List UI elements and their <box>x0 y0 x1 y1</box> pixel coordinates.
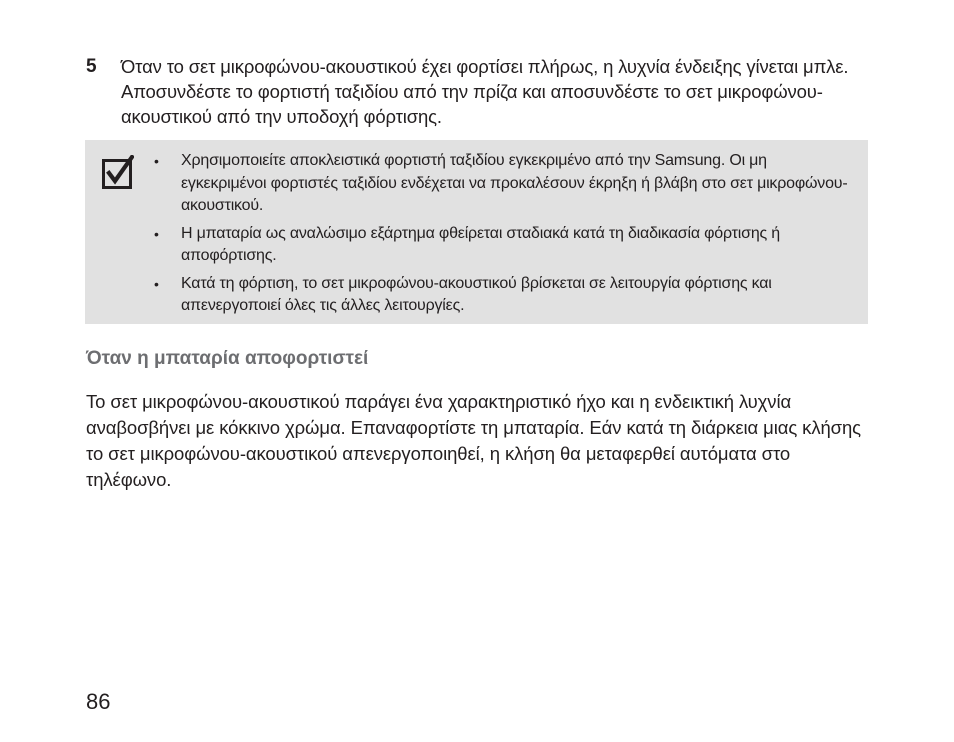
page-number: 86 <box>86 689 111 714</box>
note-list <box>154 150 854 323</box>
step-text: Όταν το σετ μικροφώνου-ακουστικού έχει φορτίσει πλήρως, η λυχνία ένδειξης γίνεται μπλε. Αποσυνδέστε το φορτιστή ταξιδίου από την πρίζα και αποσυνδέστε το σετ μικροφώνου-ακουστικού από την υποδοχή φόρτισης. <box>121 56 849 127</box>
note-item-text: Κατά τη φόρτιση, το σετ μικροφώνου-ακουστικού βρίσκεται σε λειτουργία φόρτισης και απενεργοποιεί όλες τις άλλες λειτουργίες. <box>181 274 772 314</box>
checkbox-check-icon <box>102 155 134 189</box>
section-heading: Όταν η μπαταρία αποφορτιστεί <box>86 348 369 369</box>
note-item-text: Χρησιμοποιείτε αποκλειστικά φορτιστή ταξιδίου εγκεκριμένο από την Samsung. Οι μη εγκεκριμένοι φορτιστές ταξιδίου ενδέχεται να προκαλέσουν έκρηξη ή βλάβη στο σετ μικροφώνου-ακουστικού. <box>181 152 848 214</box>
note-item <box>154 273 854 318</box>
note-item-text: Η μπαταρία ως αναλώσιμο εξάρτημα φθείρεται σταδιακά κατά τη διαδικασία φόρτισης ή αποφόρτισης. <box>181 224 780 264</box>
bullet: • <box>154 225 159 242</box>
bullet: • <box>154 153 159 169</box>
step-5 <box>86 54 876 129</box>
section-body: Το σετ μικροφώνου-ακουστικού παράγει ένα χαρακτηριστικό ήχο και η ενδεικτική λυχνία αναβοσβήνει με κόκκινο χρώμα. Επαναφορτίστε τη μπαταρία. Εάν κατά τη διάρκεια μιας κλήσης το σετ μικροφώνου-ακουστικού απενεργοποιηθεί, η κλήση θα μεταφερθεί αυτόματα στο τηλέφωνο. <box>86 391 861 490</box>
note-box <box>85 140 868 324</box>
note-item <box>154 150 854 218</box>
note-item <box>154 223 854 268</box>
bullet: • <box>154 275 159 292</box>
step-number: 5 <box>86 56 97 77</box>
